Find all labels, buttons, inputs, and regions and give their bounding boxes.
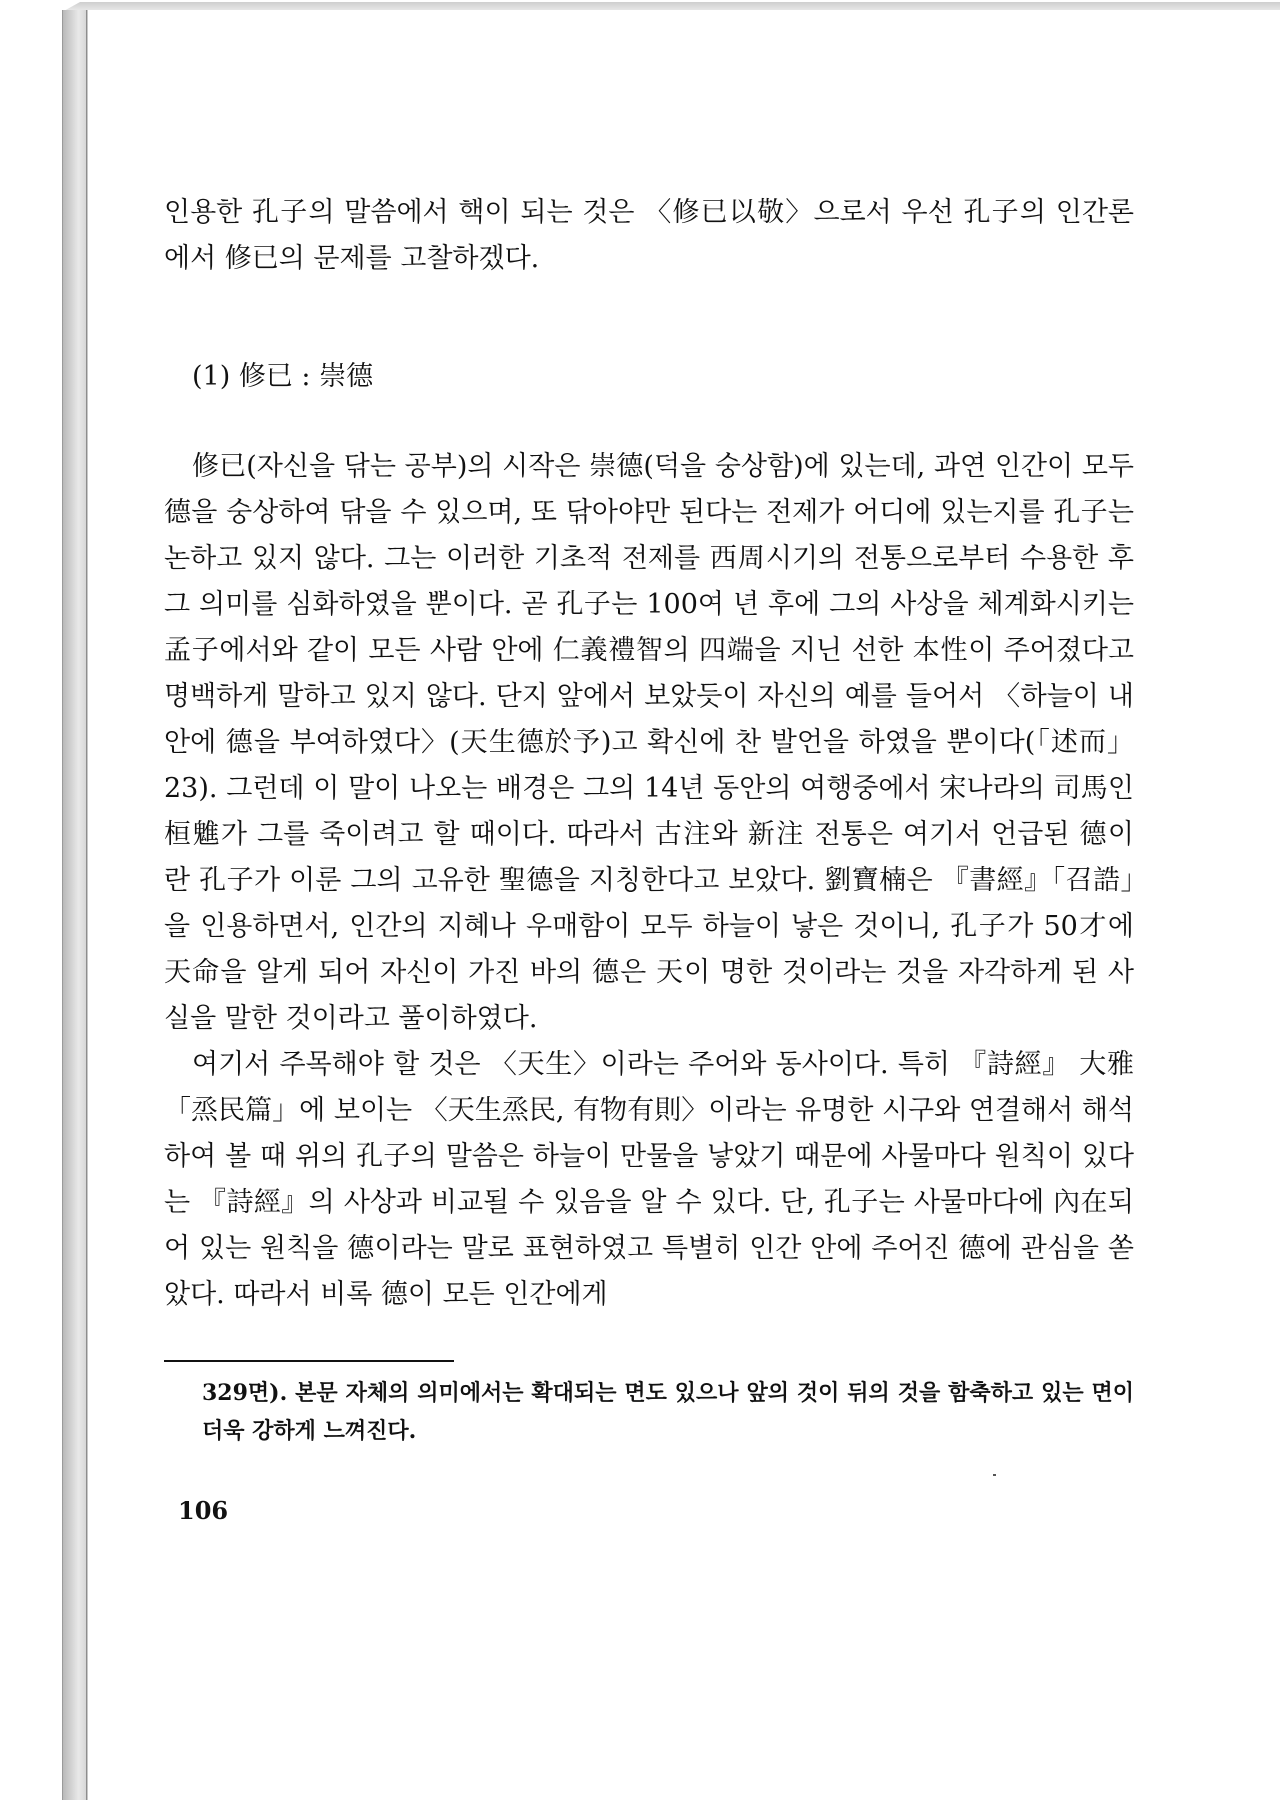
book-left-edge [62,10,89,1800]
body-paragraph-2: 여기서 주목해야 할 것은 〈天生〉이라는 주어와 동사이다. 특히 『詩經』 大雅 「烝民篇」에 보이는 〈天生烝民, 有物有則〉이라는 유명한 시구와 연결해서 해석하여 볼 때 위의 孔子의 말씀은 하늘이 만물을 낳았기 때문에 사물마다 원칙이 있다는 『詩經』의 사상과 비교될 수 있음을 알 수 있다. 단, 孔子는 사물마다에 內在되어 있는 원칙을 德이라는 말로 표현하였고 특별히 인간 안에 주어진 德에 관심을 쏟았다. 따라서 비록 德이 모든 인간에게 [164,1049,1134,1310]
scan-speck [993,1474,996,1476]
intro-paragraph: 인용한 孔子의 말씀에서 핵이 되는 것은 〈修已以敬〉으로서 우선 孔子의 인간론에서 修已의 문제를 고찰하겠다. [164,197,1134,274]
footnote: 329면). 본문 자체의 의미에서는 확대되는 면도 있으나 앞의 것이 뒤의 것을 함축하고 있는 면이 더욱 강하게 느껴진다. [202,1380,1134,1444]
page-number: 106 [178,1496,229,1525]
section-heading: (1) 修已 : 崇德 [192,361,374,392]
body-paragraph-1: 修已(자신을 닦는 공부)의 시작은 崇德(덕을 숭상함)에 있는데, 과연 인간이 모두 德을 숭상하여 닦을 수 있으며, 또 닦아야만 된다는 전제가 어디에 있는지를 孔子는 논하고 있지 않다. 그는 이러한 기초적 전제를 西周시기의 전통으로부터 수용한 후 그 의미를 심화하였을 뿐이다. 곧 孔子는 100여 년 후에 그의 사상을 체계화시키는 孟子에서와 같이 모든 사람 안에 仁義禮智의 四端을 지닌 선한 本性이 주어졌다고 명백하게 말하고 있지 않다. 단지 앞에서 보았듯이 자신의 예를 들어서 〈하늘이 내 안에 德을 부여하였다〉(天生德於予)고 확신에 찬 발언을 하였을 뿐이다(「述而」 23). 그런데 이 말이 나오는 배경은 그의 14년 동안의 여행중에서 宋나라의 司馬인 桓魋가 그를 죽이려고 할 때이다. 따라서 古注와 新注 전통은 여기서 언급된 德이란 孔子가 이룬 그의 고유한 聖德을 지칭한다고 보았다. 劉寶楠은 『書經』「召誥」을 인용하면서, 인간의 지혜나 우매함이 모두 하늘이 낳은 것이니, 孔子가 50才에 天命을 알게 되어 자신이 가진 바의 德은 天이 명한 것이라는 것을 자각하게 된 사실을 말한 것이라고 풀이하였다. [164,451,1134,1034]
footnote-divider [164,1360,454,1362]
page-content [164,190,1134,1525]
